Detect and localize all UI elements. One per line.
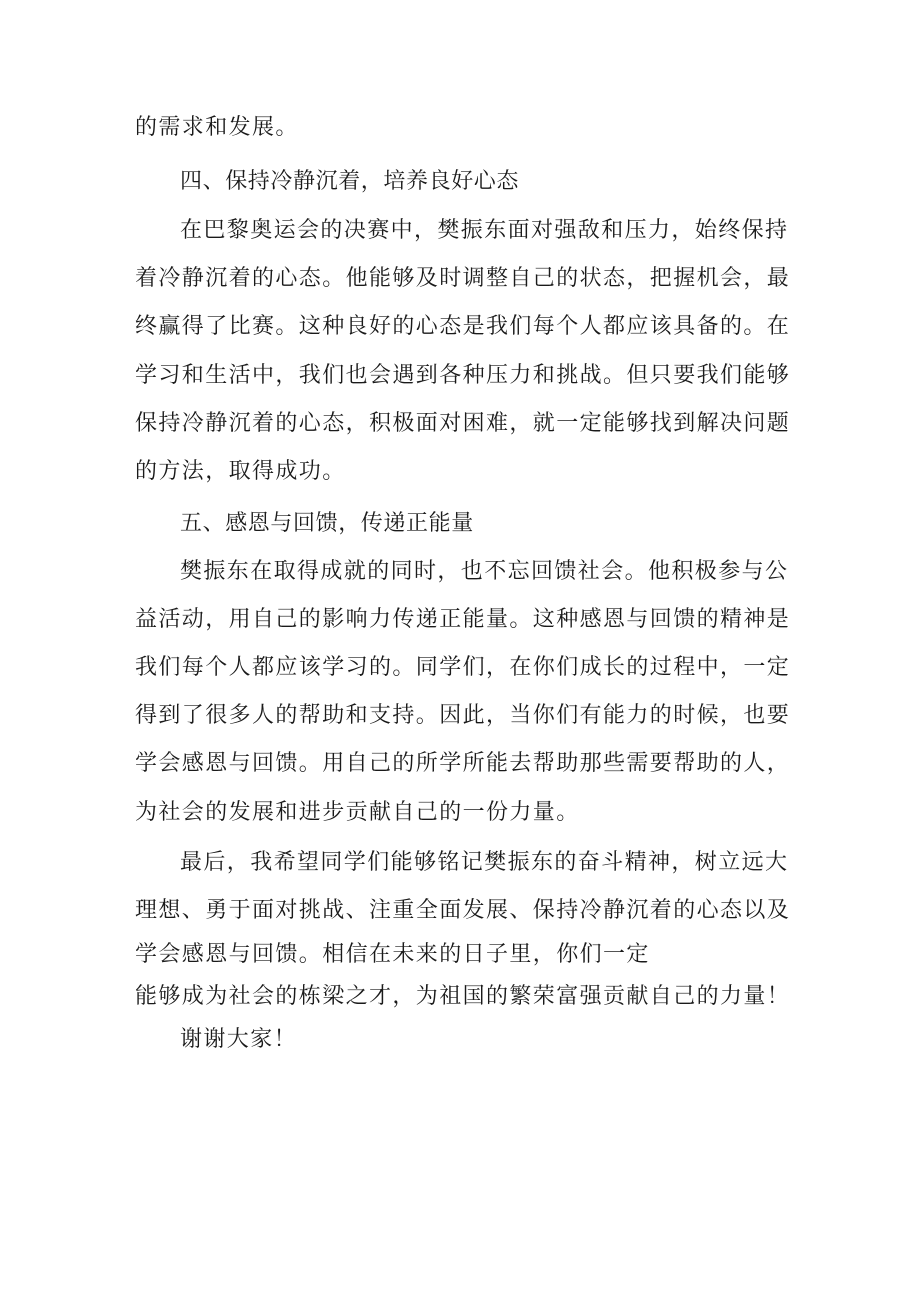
section4-line-4: 学习和生活中，我们也会遇到各种压力和挑战。但只要我们能够 bbox=[135, 363, 791, 388]
section5-line-5: 学会感恩与回馈。用自己的所学所能去帮助那些需要帮助的人， bbox=[135, 751, 791, 776]
section4-line-6: 的方法，取得成功。 bbox=[135, 459, 346, 484]
closing-line-2: 理想、勇于面对挑战、注重全面发展、保持冷静沉着的心态以及 bbox=[135, 898, 791, 923]
closing-line-1: 最后，我希望同学们能够铭记樊振东的奋斗精神，树立远大 bbox=[180, 850, 789, 875]
section4-line-1: 在巴黎奥运会的决赛中，樊振东面对强敌和压力，始终保持 bbox=[180, 218, 789, 243]
closing-line-4: 能够成为社会的栋梁之才，为祖国的繁荣富强贡献自己的力量！ bbox=[135, 984, 791, 1009]
section5-line-1: 樊振东在取得成就的同时，也不忘回馈社会。他积极参与公 bbox=[180, 559, 789, 584]
thanks-line: 谢谢大家！ bbox=[180, 1027, 298, 1052]
intro-tail-line: 的需求和发展。 bbox=[135, 115, 299, 140]
section5-line-4: 得到了很多人的帮助和支持。因此，当你们有能力的时候，也要 bbox=[135, 703, 791, 728]
section4-line-3: 终赢得了比赛。这种良好的心态是我们每个人都应该具备的。在 bbox=[135, 314, 791, 339]
section4-line-5: 保持冷静沉着的心态，积极面对困难，就一定能够找到解决问题 bbox=[135, 411, 791, 436]
closing-line-3: 学会感恩与回馈。相信在未来的日子里，你们一定 bbox=[135, 942, 650, 967]
section5-line-2: 益活动，用自己的影响力传递正能量。这种感恩与回馈的精神是 bbox=[135, 607, 791, 632]
section4-line-2: 着冷静沉着的心态。他能够及时调整自己的状态，把握机会，最 bbox=[135, 266, 791, 291]
section5-line-3: 我们每个人都应该学习的。同学们，在你们成长的过程中，一定 bbox=[135, 655, 791, 680]
section4-heading: 四、保持冷静沉着，培养良好心态 bbox=[180, 169, 520, 194]
section5-line-6: 为社会的发展和进步贡献自己的一份力量。 bbox=[135, 800, 580, 825]
section5-heading: 五、感恩与回馈，传递正能量 bbox=[180, 511, 474, 536]
